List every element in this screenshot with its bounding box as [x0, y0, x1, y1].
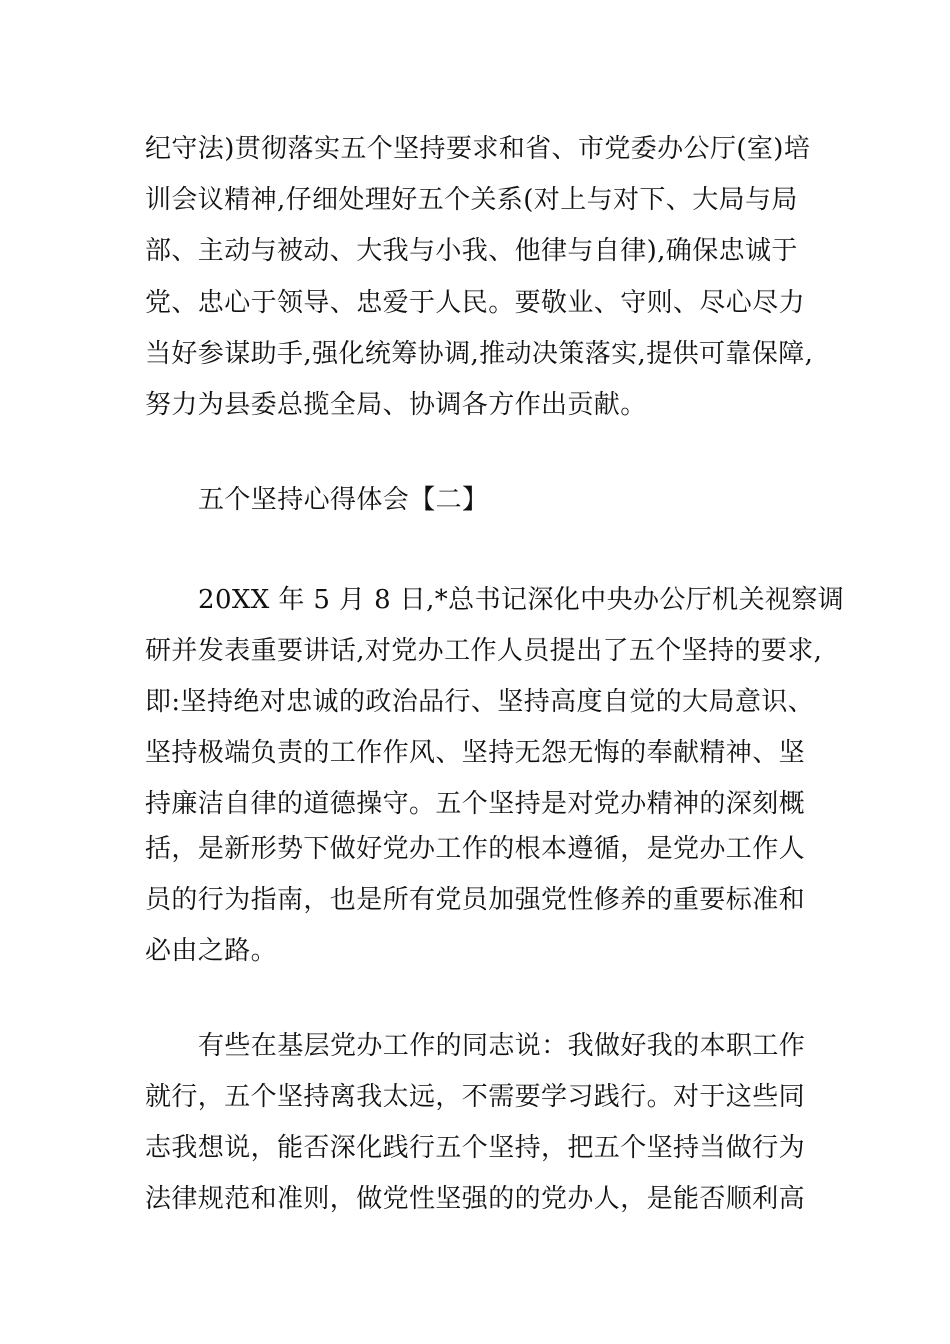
- paragraph-line: 就行，五个坚持离我太远，不需要学习践行。对于这些同: [145, 1082, 806, 1112]
- paragraph-line: 有些在基层党办工作的同志说：我做好我的本职工作: [198, 1031, 806, 1061]
- paragraph-line: 当好参谋助手,强化统筹协调,推动决策落实,提供可靠保障,: [145, 339, 814, 369]
- paragraph-line: 部、主动与被动、大我与小我、他律与自律),确保忠诚于: [145, 236, 798, 266]
- paragraph-line: 20XX 年 5 月 8 日,*总书记深化中央办公厅机关视察调: [198, 585, 845, 615]
- paragraph-line: 研并发表重要讲话,对党办工作人员提出了五个坚持的要求,: [145, 636, 823, 666]
- paragraph-line: 员的行为指南，也是所有党员加强党性修养的重要标准和: [145, 885, 806, 915]
- paragraph-line: 必由之路。: [145, 936, 278, 966]
- paragraph-line: 纪守法)贯彻落实五个坚持要求和省、市党委办公厅(室)培: [145, 134, 811, 164]
- section-heading: 五个坚持心得体会【二】: [198, 485, 489, 515]
- paragraph-line: 括，是新形势下做好党办工作的根本遵循，是党办工作人: [145, 834, 806, 864]
- paragraph-line: 法律规范和准则，做党性坚强的的党办人，是能否顺利高: [145, 1184, 806, 1214]
- paragraph-line: 即:坚持绝对忠诚的政治品行、坚持高度自觉的大局意识、: [145, 687, 815, 717]
- paragraph-line: 训会议精神,仔细处理好五个关系(对上与对下、大局与局: [145, 185, 798, 215]
- paragraph-line: 党、忠心于领导、忠爱于人民。要敬业、守则、尽心尽力: [145, 288, 806, 318]
- paragraph-line: 坚持极端负责的工作作风、坚持无怨无悔的奉献精神、坚: [145, 738, 806, 768]
- paragraph-line: 持廉洁自律的道德操守。五个坚持是对党办精神的深刻概: [145, 789, 806, 819]
- paragraph-line: 努力为县委总揽全局、协调各方作出贡献。: [145, 390, 647, 420]
- paragraph-line: 志我想说，能否深化践行五个坚持，把五个坚持当做行为: [145, 1133, 806, 1163]
